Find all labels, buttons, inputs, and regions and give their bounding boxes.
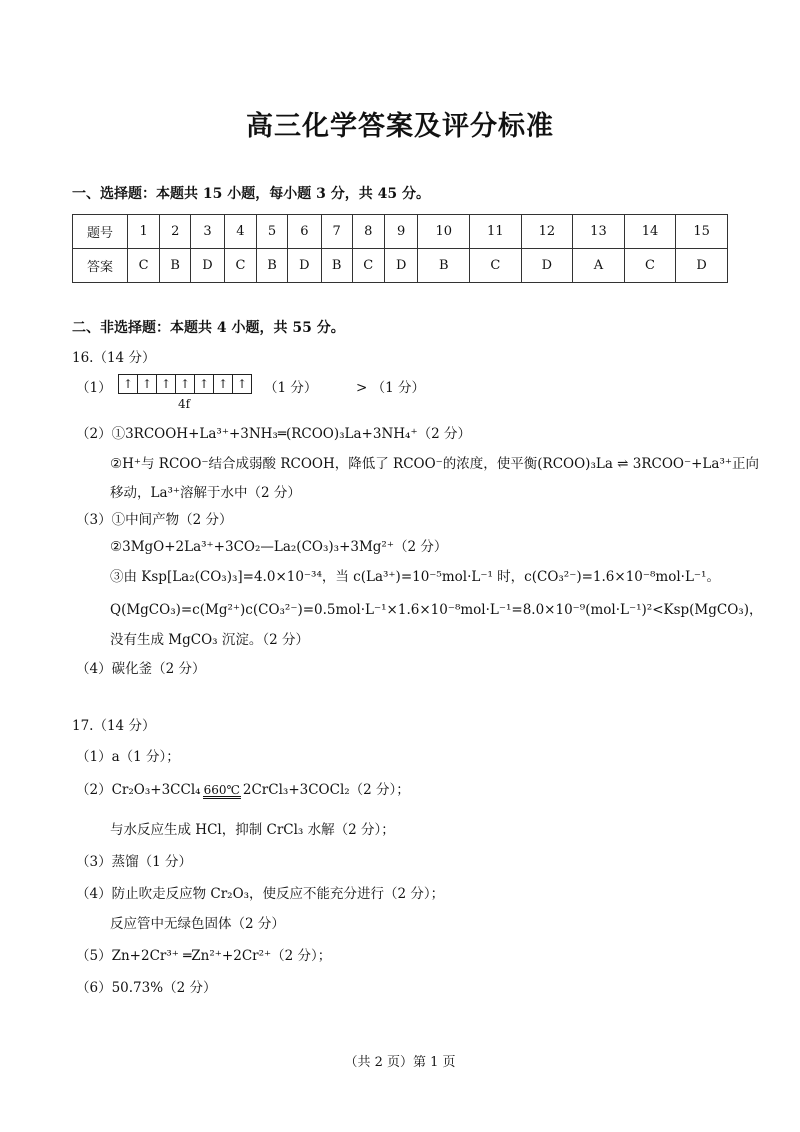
q17-p2-prefix: （2）Cr₂O₃+3CCl₄ — [76, 782, 201, 798]
q16-p3-line2: ②3MgO+2La³⁺+3CO₂—La₂(CO₃)₃+3Mg²⁺（2 分） — [110, 539, 448, 555]
answer-cell: D — [676, 249, 728, 283]
q16-p3-line1: （3）①中间产物（2 分） — [76, 512, 233, 528]
q16-p3-line5: 没有生成 MgCO₃ 沉淀。（2 分） — [110, 632, 309, 648]
up-arrow-icon: ↑ — [236, 377, 248, 391]
q17-p4-line2: 反应管中无绿色固体（2 分） — [110, 916, 285, 932]
answer-cell: C — [128, 249, 160, 283]
question-number-cell: 13 — [573, 215, 625, 249]
q16-p3-line3: ③由 Ksp[La₂(CO₃)₃]=4.0×10⁻³⁴，当 c(La³⁺)=10⁻⁵mol·L⁻¹ 时，c(CO₃²⁻)=1.6×10⁻⁸mol·L⁻¹。 — [110, 569, 720, 585]
q16-p2-line3: 移动，La³⁺溶解于水中（2 分） — [110, 485, 301, 501]
answer-cell: B — [160, 249, 191, 283]
question-number-cell: 14 — [624, 215, 676, 249]
q17-p1: （1）a（1 分）； — [76, 749, 180, 765]
question-number-cell: 3 — [191, 215, 225, 249]
up-arrow-icon: ↑ — [157, 375, 176, 393]
q17-p5: （5）Zn+2Cr³⁺ ═Zn²⁺+2Cr²⁺（2 分）； — [76, 948, 332, 964]
answer-cell: B — [418, 249, 470, 283]
q17-title: 17.（14 分） — [72, 718, 156, 734]
q16-p2-line1: （2）①3RCOOH+La³⁺+3NH₃═(RCOO)₃La+3NH₄⁺（2 分） — [76, 426, 471, 442]
answer-cell: C — [352, 249, 384, 283]
orbital-diagram-4f — [118, 374, 252, 394]
up-arrow-icon: ↑ — [138, 375, 157, 393]
question-number-cell: 5 — [257, 215, 288, 249]
q16-p1-label: （1） — [76, 380, 112, 396]
answer-cell: C — [470, 249, 522, 283]
answer-cell: D — [384, 249, 418, 283]
up-arrow-icon: ↑ — [119, 375, 138, 393]
section-2-heading: 二、非选择题：本题共 4 小题，共 55 分。 — [72, 320, 345, 336]
answer-cell: D — [521, 249, 573, 283]
q16-p1-answer: > （1 分） — [356, 380, 425, 396]
question-number-cell: 2 — [160, 215, 191, 249]
question-number-cell: 6 — [288, 215, 322, 249]
question-number-cell: 1 — [128, 215, 160, 249]
orbital-label: 4f — [178, 397, 191, 411]
row-label-answer: 答案 — [73, 249, 128, 283]
answer-cell: B — [257, 249, 288, 283]
reaction-condition — [201, 784, 243, 800]
up-arrow-icon: ↑ — [214, 375, 233, 393]
question-number-cell: 7 — [321, 215, 352, 249]
q16-p3-line4: Q(MgCO₃)=c(Mg²⁺)c(CO₃²⁻)=0.5mol·L⁻¹×1.6×10⁻⁸mol·L⁻¹=8.0×10⁻⁹(mol·L⁻¹)²<Ksp(MgCO₃)， — [110, 602, 763, 618]
table-row-answers — [73, 249, 728, 283]
q17-p2-line2: 与水反应生成 HCl，抑制 CrCl₃ 水解（2 分）； — [110, 822, 395, 838]
reaction-condition-text: 660℃ — [203, 783, 240, 797]
q17-p2-equation — [76, 778, 410, 800]
answer-cell: D — [288, 249, 322, 283]
q17-p4-line1: （4）防止吹走反应物 Cr₂O₃，使反应不能充分进行（2 分）； — [76, 886, 445, 902]
answer-cell: D — [191, 249, 225, 283]
up-arrow-icon: ↑ — [195, 375, 214, 393]
answer-cell: A — [573, 249, 625, 283]
table-row-numbers — [73, 215, 728, 249]
page-title: 高三化学答案及评分标准 — [246, 111, 554, 142]
answer-table — [72, 214, 728, 283]
question-number-cell: 12 — [521, 215, 573, 249]
section-1-heading: 一、选择题：本题共 15 小题，每小题 3 分，共 45 分。 — [72, 186, 430, 202]
question-number-cell: 4 — [224, 215, 256, 249]
question-number-cell: 10 — [418, 215, 470, 249]
q17-p6: （6）50.73%（2 分） — [76, 980, 217, 996]
q17-p3: （3）蒸馏（1 分） — [76, 854, 192, 870]
answer-cell: C — [224, 249, 256, 283]
question-number-cell: 11 — [470, 215, 522, 249]
answer-cell: C — [624, 249, 676, 283]
question-number-cell: 15 — [676, 215, 728, 249]
q16-p2-line2: ②H⁺与 RCOO⁻结合成弱酸 RCOOH，降低了 RCOO⁻的浓度，使平衡(RCOO)₃La ⇌ 3RCOO⁻+La³⁺正向 — [110, 456, 759, 472]
q16-p1-score: （1 分） — [264, 380, 318, 396]
row-label-number: 题号 — [73, 215, 128, 249]
q17-p2-suffix: 2CrCl₃+3COCl₂（2 分）； — [242, 782, 410, 798]
q16-title: 16.（14 分） — [72, 350, 156, 366]
page-footer: （共 2 页）第 1 页 — [344, 1055, 456, 1070]
up-arrow-icon: ↑ — [176, 375, 195, 393]
question-number-cell: 8 — [352, 215, 384, 249]
answer-cell: B — [321, 249, 352, 283]
question-number-cell: 9 — [384, 215, 418, 249]
q16-p4: （4）碳化釜（2 分） — [76, 661, 206, 677]
